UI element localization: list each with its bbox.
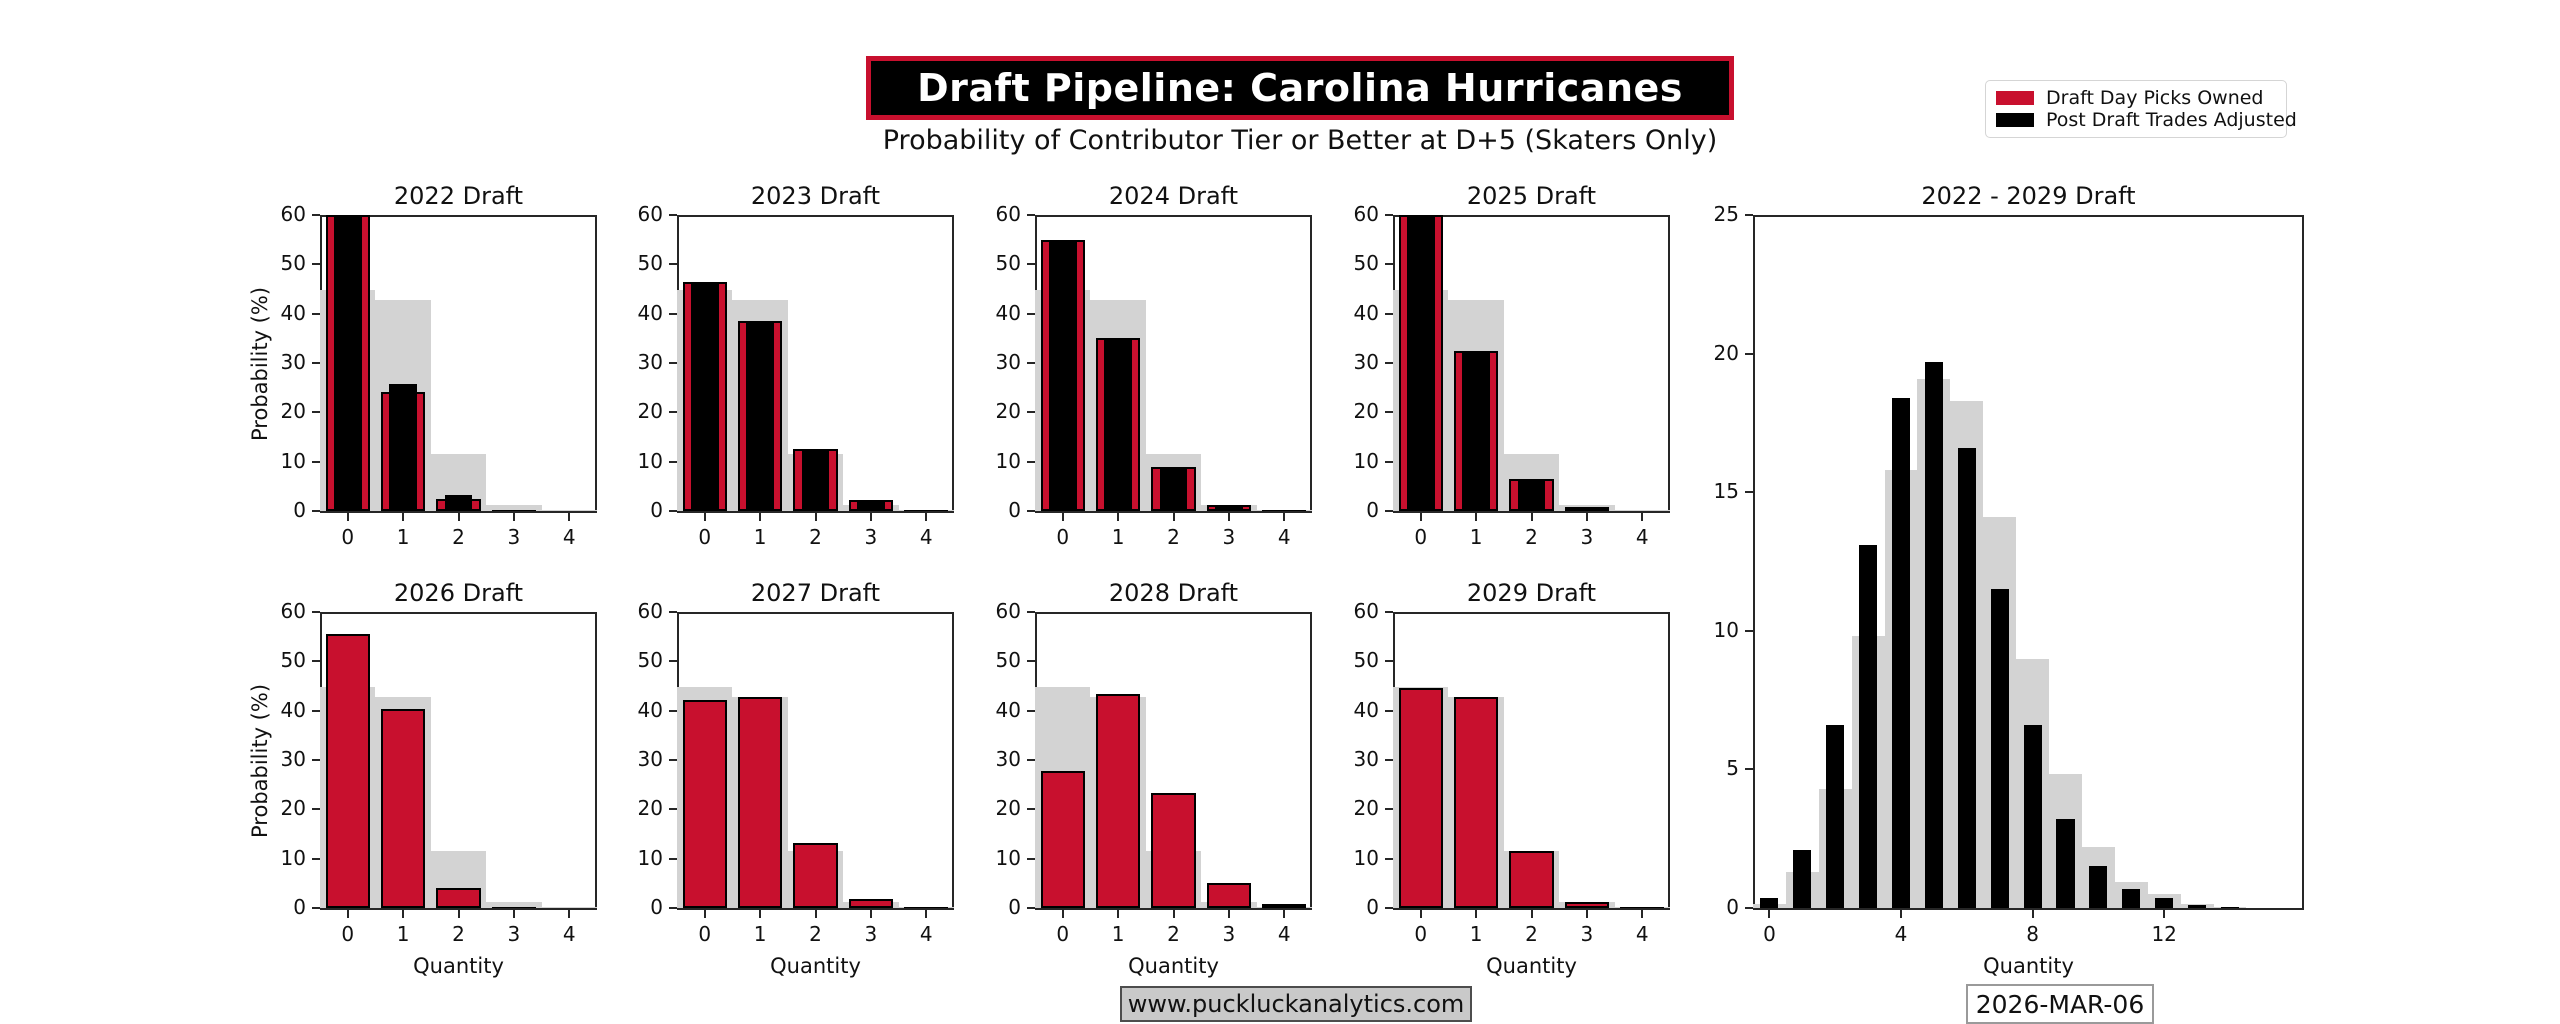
y-tick-label: 40 (995, 697, 1021, 722)
x-tick-label: 0 (1414, 922, 1428, 946)
bar-2023-draft (802, 449, 830, 511)
bar-2025-draft (1407, 215, 1435, 511)
bar-2022-draft (389, 384, 417, 511)
y-tick-mark (312, 710, 320, 712)
x-tick-label: 0 (1414, 525, 1428, 549)
legend-item-owned (1996, 87, 2276, 109)
x-tick-mark (759, 513, 761, 521)
x-tick-mark (870, 910, 872, 918)
y-tick-label: 20 (1713, 340, 1739, 365)
x-tick-label: 12 (2151, 922, 2177, 946)
bar-2022-draft (445, 495, 473, 511)
y-tick-mark (1027, 710, 1035, 712)
y-tick-label: 50 (995, 648, 1021, 673)
x-tick-label: 2 (452, 922, 465, 946)
y-tick-label: 30 (637, 350, 663, 374)
x-axis-label: Quantity (770, 954, 861, 978)
y-tick-mark (1385, 411, 1393, 413)
bar-2025-draft (1573, 507, 1601, 511)
y-tick-mark (1027, 759, 1035, 761)
y-tick-mark (1385, 510, 1393, 512)
bar-2026-draft (436, 888, 480, 908)
bar-2024-draft (1104, 338, 1132, 511)
bar-2025-draft (1462, 351, 1490, 511)
bar-2023-draft (691, 282, 719, 511)
y-tick-mark (312, 461, 320, 463)
x-tick-label: 1 (396, 525, 410, 549)
x-axis-label: Quantity (413, 954, 504, 978)
y-tick-label: 10 (995, 845, 1021, 870)
x-tick-mark (1900, 910, 1902, 918)
x-tick-mark (347, 513, 349, 521)
x-tick-label: 3 (864, 922, 878, 946)
x-tick-label: 8 (2026, 922, 2039, 946)
bar-2022-2029-draft (1760, 898, 1778, 908)
x-tick-mark (402, 513, 404, 521)
y-tick-label: 60 (637, 599, 663, 623)
y-tick-label: 0 (650, 895, 663, 919)
y-tick-mark (1027, 313, 1035, 315)
legend-label: Post Draft Trades Adjusted (2046, 109, 2297, 131)
x-tick-mark (402, 910, 404, 918)
x-tick-label: 1 (1469, 922, 1483, 946)
subplot-title-2028-draft: 2028 Draft (1108, 579, 1239, 607)
bar-2029-draft (1454, 697, 1498, 908)
x-tick-label: 2 (809, 922, 822, 946)
y-tick-label: 40 (280, 300, 306, 325)
x-tick-label: 1 (1111, 922, 1125, 946)
x-tick-label: 1 (753, 525, 767, 549)
x-tick-label: 0 (341, 922, 355, 946)
x-tick-label: 4 (919, 525, 933, 549)
x-tick-mark (1117, 910, 1119, 918)
bar-baseline (542, 510, 597, 511)
y-tick-label: 30 (1353, 350, 1379, 374)
y-tick-mark (1385, 808, 1393, 810)
x-tick-mark (815, 910, 817, 918)
y-tick-label: 0 (1726, 895, 1739, 919)
y-tick-mark (669, 808, 677, 810)
bar-2022-draft (334, 215, 362, 511)
x-tick-label: 4 (1635, 525, 1649, 549)
x-tick-mark (2032, 910, 2034, 918)
y-tick-mark (669, 263, 677, 265)
x-tick-label: 2 (1167, 922, 1180, 946)
y-tick-mark (1385, 907, 1393, 909)
subplot-title-2029-draft: 2029 Draft (1466, 579, 1597, 607)
y-tick-label: 50 (637, 648, 663, 673)
y-tick-label: 50 (280, 648, 306, 673)
y-tick-mark (669, 461, 677, 463)
x-tick-label: 0 (698, 525, 712, 549)
legend-label: Draft Day Picks Owned (2046, 87, 2264, 109)
bar-2022-2029-draft (1958, 448, 1976, 908)
x-tick-label: 2 (1525, 525, 1538, 549)
legend-item-adjusted (1996, 109, 2297, 131)
y-tick-label: 60 (280, 202, 306, 226)
bar-2024-draft (1160, 467, 1188, 511)
x-tick-mark (458, 910, 460, 918)
x-tick-mark (1173, 910, 1175, 918)
y-tick-label: 10 (280, 448, 306, 473)
x-tick-label: 4 (1894, 922, 1908, 946)
bar-2022-2029-draft (1793, 850, 1811, 908)
bar-2022-2029-draft (2188, 905, 2206, 908)
y-tick-label: 30 (995, 747, 1021, 771)
y-tick-mark (1385, 214, 1393, 216)
y-tick-label: 0 (1366, 895, 1379, 919)
y-tick-label: 40 (995, 300, 1021, 325)
x-axis-label: Quantity (1486, 954, 1577, 978)
y-tick-label: 40 (637, 300, 663, 325)
y-tick-mark (312, 858, 320, 860)
bar-2026-draft (492, 907, 536, 908)
x-tick-label: 4 (1277, 525, 1291, 549)
bar-2027-draft (793, 843, 837, 908)
bar-2023-draft (857, 500, 885, 511)
bar-2022-2029-draft (1826, 725, 1844, 908)
y-tick-mark (669, 759, 677, 761)
y-tick-label: 0 (293, 895, 306, 919)
bar-2022-2029-draft (2221, 907, 2239, 908)
x-tick-label: 4 (1277, 922, 1291, 946)
y-tick-label: 0 (1008, 498, 1021, 522)
source-url-text: www.puckluckanalytics.com (1127, 990, 1465, 1018)
y-tick-label: 25 (1713, 202, 1739, 226)
y-tick-label: 40 (280, 697, 306, 722)
y-tick-mark (312, 660, 320, 662)
y-tick-mark (1027, 362, 1035, 364)
x-tick-mark (1228, 513, 1230, 521)
y-tick-label: 10 (1353, 448, 1379, 473)
y-tick-label: 20 (995, 399, 1021, 424)
y-tick-mark (1385, 313, 1393, 315)
bar-2023-draft (912, 510, 940, 511)
y-tick-label: 50 (1353, 251, 1379, 276)
x-tick-label: 1 (753, 922, 767, 946)
figure-subtitle: Probability of Contributor Tier or Better at D+5 (Skaters Only) (882, 125, 1718, 156)
bar-2029-draft (1565, 902, 1609, 908)
y-tick-label: 60 (995, 202, 1021, 226)
y-tick-label: 20 (1353, 399, 1379, 424)
x-tick-label: 0 (1056, 922, 1070, 946)
bar-2027-draft (849, 899, 893, 908)
x-tick-label: 0 (698, 922, 712, 946)
bar-2028-draft (1041, 771, 1085, 908)
bar-2027-draft (683, 700, 727, 908)
y-tick-label: 30 (995, 350, 1021, 374)
y-tick-mark (1385, 660, 1393, 662)
y-tick-mark (1027, 263, 1035, 265)
y-tick-mark (669, 660, 677, 662)
x-tick-mark (1173, 513, 1175, 521)
main-title-text: Draft Pipeline: Carolina Hurricanes (917, 66, 1683, 110)
bar-2024-draft (1049, 240, 1077, 511)
x-tick-mark (347, 910, 349, 918)
x-tick-mark (1283, 910, 1285, 918)
y-tick-label: 40 (1353, 300, 1379, 325)
x-tick-mark (925, 910, 927, 918)
x-axis-label: Quantity (1983, 954, 2074, 978)
y-tick-mark (312, 611, 320, 613)
subplot-title-2022-2029-draft: 2022 - 2029 Draft (1921, 182, 2136, 210)
bar-2023-draft (746, 321, 774, 511)
bar-2029-draft (1509, 851, 1553, 908)
y-tick-label: 30 (1353, 747, 1379, 771)
x-tick-mark (759, 910, 761, 918)
y-tick-mark (1027, 411, 1035, 413)
x-tick-mark (568, 513, 570, 521)
y-tick-mark (669, 411, 677, 413)
y-tick-mark (1745, 353, 1753, 355)
y-tick-mark (669, 510, 677, 512)
y-tick-mark (312, 907, 320, 909)
x-tick-label: 0 (1763, 922, 1776, 946)
y-tick-label: 60 (1353, 599, 1379, 623)
y-tick-mark (669, 907, 677, 909)
subplot-title-2023-draft: 2023 Draft (750, 182, 881, 210)
x-tick-mark (1586, 513, 1588, 521)
bar-2026-draft (326, 634, 370, 908)
bar-2025-draft (1518, 479, 1546, 511)
y-tick-label: 20 (1353, 796, 1379, 821)
x-tick-mark (568, 910, 570, 918)
y-tick-label: 20 (995, 796, 1021, 821)
legend (1985, 80, 2297, 138)
x-tick-label: 1 (1111, 525, 1125, 549)
bar-2027-draft (904, 907, 948, 908)
y-axis-label: Probability (%) (248, 683, 272, 839)
bar-2028-draft (1151, 793, 1195, 908)
x-tick-mark (1420, 513, 1422, 521)
x-tick-label: 3 (507, 922, 521, 946)
y-tick-mark (1745, 214, 1753, 216)
y-tick-mark (1027, 461, 1035, 463)
x-tick-label: 3 (1580, 525, 1594, 549)
x-tick-mark (1475, 513, 1477, 521)
main-title (866, 56, 1734, 120)
bar-2024-draft (1215, 505, 1243, 511)
y-axis-label: Probability (%) (248, 286, 272, 442)
x-tick-label: 4 (919, 922, 933, 946)
y-tick-mark (312, 214, 320, 216)
y-tick-label: 60 (637, 202, 663, 226)
bar-2022-2029-draft (2024, 725, 2042, 908)
x-tick-mark (1117, 513, 1119, 521)
y-tick-mark (1027, 214, 1035, 216)
y-tick-mark (669, 611, 677, 613)
x-tick-mark (704, 513, 706, 521)
x-tick-label: 4 (1635, 922, 1649, 946)
y-tick-mark (669, 710, 677, 712)
x-tick-mark (1768, 910, 1770, 918)
y-tick-mark (1385, 461, 1393, 463)
x-tick-mark (458, 513, 460, 521)
x-tick-mark (1586, 910, 1588, 918)
bar-2022-2029-draft (2056, 819, 2074, 908)
x-tick-mark (513, 910, 515, 918)
x-tick-label: 2 (1525, 922, 1538, 946)
y-tick-mark (312, 510, 320, 512)
x-tick-label: 3 (1222, 525, 1236, 549)
y-tick-label: 0 (1366, 498, 1379, 522)
x-tick-mark (2163, 910, 2165, 918)
date-text: 2026-MAR-06 (1975, 989, 2145, 1019)
y-tick-label: 30 (280, 350, 306, 374)
legend-swatch-red (1996, 91, 2034, 105)
y-tick-label: 30 (280, 747, 306, 771)
y-tick-mark (1745, 768, 1753, 770)
bar-2026-draft (381, 709, 425, 908)
x-tick-mark (925, 513, 927, 521)
y-tick-mark (669, 362, 677, 364)
bar-2024-draft (1270, 510, 1298, 511)
x-tick-mark (1420, 910, 1422, 918)
y-tick-mark (1385, 710, 1393, 712)
x-tick-label: 4 (562, 922, 576, 946)
y-tick-label: 15 (1713, 479, 1739, 504)
x-tick-label: 3 (864, 525, 878, 549)
y-tick-mark (1745, 907, 1753, 909)
y-tick-label: 30 (637, 747, 663, 771)
y-tick-label: 10 (637, 448, 663, 473)
y-tick-label: 60 (280, 599, 306, 623)
bar-2029-draft (1399, 688, 1443, 908)
y-tick-mark (1385, 858, 1393, 860)
x-tick-label: 2 (809, 525, 822, 549)
subplot-title-2026-draft: 2026 Draft (393, 579, 524, 607)
y-tick-mark (1027, 660, 1035, 662)
bar-2022-2029-draft (1892, 398, 1910, 908)
x-tick-mark (1641, 513, 1643, 521)
x-tick-label: 1 (1469, 525, 1483, 549)
y-tick-mark (1745, 491, 1753, 493)
x-tick-label: 4 (562, 525, 576, 549)
x-tick-label: 3 (507, 525, 521, 549)
bar-2022-2029-draft (2089, 866, 2107, 908)
bar-2022-2029-draft (1859, 545, 1877, 908)
y-tick-mark (669, 858, 677, 860)
x-tick-label: 2 (452, 525, 465, 549)
y-tick-label: 20 (280, 399, 306, 424)
x-tick-mark (1283, 513, 1285, 521)
bar-2028-draft (1262, 904, 1306, 908)
x-tick-label: 3 (1222, 922, 1236, 946)
y-tick-label: 50 (995, 251, 1021, 276)
y-tick-label: 10 (995, 448, 1021, 473)
x-tick-mark (1475, 910, 1477, 918)
legend-swatch-black (1996, 113, 2034, 127)
y-tick-mark (312, 313, 320, 315)
x-tick-mark (513, 513, 515, 521)
bar-2027-draft (738, 697, 782, 908)
y-tick-label: 0 (650, 498, 663, 522)
y-tick-label: 50 (1353, 648, 1379, 673)
y-tick-label: 40 (1353, 697, 1379, 722)
y-tick-mark (1027, 858, 1035, 860)
subplot-title-2022-draft: 2022 Draft (393, 182, 524, 210)
y-tick-mark (1385, 362, 1393, 364)
y-tick-mark (1745, 630, 1753, 632)
x-tick-mark (1062, 910, 1064, 918)
bar-2022-draft (500, 510, 528, 511)
x-tick-mark (1641, 910, 1643, 918)
y-tick-mark (312, 808, 320, 810)
bar-2028-draft (1207, 883, 1251, 908)
x-axis-label: Quantity (1128, 954, 1219, 978)
y-tick-label: 20 (280, 796, 306, 821)
bar-2022-2029-draft (2122, 889, 2140, 908)
y-tick-mark (1027, 808, 1035, 810)
y-tick-mark (1027, 907, 1035, 909)
y-tick-label: 20 (637, 796, 663, 821)
bar-baseline (542, 907, 597, 908)
x-tick-label: 0 (1056, 525, 1070, 549)
x-tick-label: 2 (1167, 525, 1180, 549)
bar-baseline (1615, 510, 1670, 511)
y-tick-mark (669, 214, 677, 216)
y-tick-mark (312, 263, 320, 265)
y-tick-label: 50 (280, 251, 306, 276)
y-tick-label: 5 (1726, 756, 1739, 781)
y-tick-mark (1385, 611, 1393, 613)
x-tick-mark (1531, 513, 1533, 521)
y-tick-label: 60 (1353, 202, 1379, 226)
y-tick-label: 10 (1353, 845, 1379, 870)
source-url-box (1120, 986, 1472, 1022)
bar-2022-2029-draft (1925, 362, 1943, 908)
subplot-title-2024-draft: 2024 Draft (1108, 182, 1239, 210)
x-tick-label: 1 (396, 922, 410, 946)
x-tick-mark (1228, 910, 1230, 918)
y-tick-label: 10 (280, 845, 306, 870)
x-tick-mark (815, 513, 817, 521)
y-tick-mark (669, 313, 677, 315)
bar-2028-draft (1096, 694, 1140, 908)
y-tick-mark (1027, 510, 1035, 512)
x-tick-label: 3 (1580, 922, 1594, 946)
y-tick-label: 10 (637, 845, 663, 870)
y-tick-label: 0 (1008, 895, 1021, 919)
y-tick-mark (312, 362, 320, 364)
y-tick-label: 50 (637, 251, 663, 276)
subplot-title-2027-draft: 2027 Draft (750, 579, 881, 607)
y-tick-label: 20 (637, 399, 663, 424)
y-tick-mark (312, 759, 320, 761)
y-tick-label: 60 (995, 599, 1021, 623)
y-tick-mark (1385, 759, 1393, 761)
x-tick-mark (1062, 513, 1064, 521)
y-tick-mark (1027, 611, 1035, 613)
x-tick-mark (704, 910, 706, 918)
bar-2029-draft (1620, 907, 1664, 908)
y-tick-mark (1385, 263, 1393, 265)
x-tick-mark (870, 513, 872, 521)
x-tick-mark (1531, 910, 1533, 918)
bar-2022-2029-draft (2155, 898, 2173, 908)
y-tick-label: 0 (293, 498, 306, 522)
y-tick-label: 40 (637, 697, 663, 722)
x-tick-label: 0 (341, 525, 355, 549)
subplot-title-2025-draft: 2025 Draft (1466, 182, 1597, 210)
y-tick-mark (312, 411, 320, 413)
bar-2022-2029-draft (1991, 589, 2009, 908)
date-box (1966, 984, 2154, 1024)
y-tick-label: 10 (1713, 617, 1739, 642)
